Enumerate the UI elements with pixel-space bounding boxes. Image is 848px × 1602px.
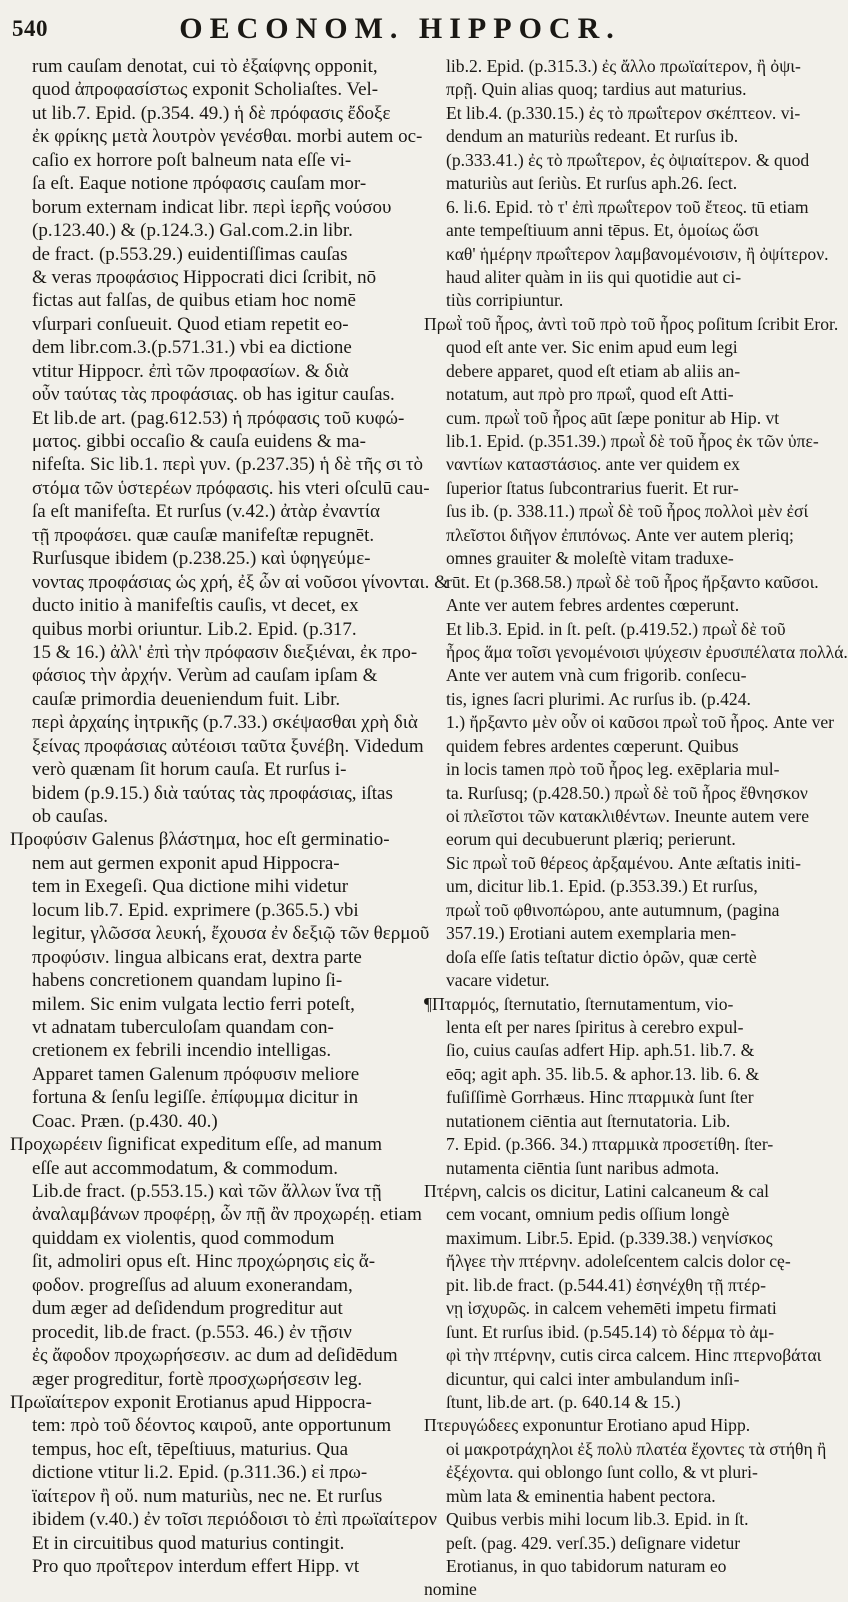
text-line: Sic πρωῒ τοῦ θέρεος ἀρξαμένου. Ante æſtatis initi- (446, 852, 802, 873)
text-line: Apparet tamen Galenum πρόφυσιν meliore (32, 1063, 360, 1085)
text-line: ducto initio à manifeſtis cauſis, vt decet, ex (32, 595, 359, 617)
text-line: Quibus verbis mihi locum lib.3. Epid. in ſt. (446, 1509, 749, 1530)
text-line: æger progreditur, fortè προσχωρήσεσιν leg. (32, 1368, 363, 1390)
page-number: 540 (12, 16, 48, 41)
text-line: ſa eſt manifeſta. Et rurſus (v.42.) ἀτὰρ ἐναντία (32, 501, 380, 523)
text-line: dicuntur, qui calci inter ambulandum inſi- (446, 1368, 740, 1389)
text-line: ναντίων καταστάσιος. ante ver quidem ex (446, 454, 740, 475)
text-line: ibidem (v.40.) ἐν τοῖσι περιόδοισι τὸ ἐπὶ πρωϊαίτερον (32, 1509, 437, 1531)
entry-headword-line: Προφύσιν Galenus βλάστημα, hoc eſt germinatio- (10, 829, 390, 851)
text-line: locum lib.7. Epid. exprimere (p.365.5.) vbi (32, 899, 359, 921)
text-line: cauſæ primordia deueniendum fuit. Libr. (32, 688, 341, 710)
text-line: Coac. Præn. (p.430. 40.) (32, 1110, 218, 1132)
text-line: nifeſta. Sic lib.1. περὶ γυν. (p.237.35) ἡ δὲ τῆς σι τὸ (32, 454, 424, 476)
text-line: rūt. Et (p.368.58.) πρωῒ δὲ τοῦ ἦρος ἤρξαντο καῦσοι. (446, 571, 819, 592)
text-line: Ante ver autem febres ardentes cœperunt. (446, 595, 740, 616)
page-header (0, 12, 800, 52)
text-line: pit. lib.de fract. (p.544.41) ἐσηνέχθη τῇ πτέρ- (446, 1274, 766, 1295)
entry-headword-line: Πρωϊαίτερον exponit Erotianus apud Hippocra- (10, 1391, 372, 1413)
text-line: quiddam ex violentis, quod commodum (32, 1227, 335, 1249)
text-line: Et lib.de art. (pag.612.53) ἡ πρόφασις τοῦ κυφώ- (32, 407, 405, 429)
text-line: vtitur Hippocr. ἐπὶ τῶν προφασίων. & διὰ (32, 360, 349, 382)
text-line: πλεῖστοι διῆγον ἐπιπόνως. Ante ver autem pleriq; (446, 524, 794, 545)
text-line: procedit, lib.de fract. (p.553. 46.) ἐν τῇσιν (32, 1321, 352, 1343)
text-line: cum. πρωῒ τοῦ ἦρος aūt ſæpe ponitur ab Hip. vt (446, 407, 780, 428)
text-line: 6. li.6. Epid. τὸ τ' ἐπὶ πρωΐτερον τοῦ ἔτεος. tū etiam (446, 196, 809, 217)
text-line: ſit, admoliri opus eſt. Hinc προχώρησις εἰς ἄ- (32, 1251, 376, 1273)
text-line: quibus morbi oriuntur. Lib.2. Epid. (p.317. (32, 618, 357, 640)
text-line: Pro quo προΐτερον interdum effert Hipp. vt (32, 1556, 360, 1577)
text-line: cretionem ex febrili incendio intelligas. (32, 1040, 332, 1062)
text-line: προφύσιν. lingua albicans erat, dextra parte (32, 946, 362, 968)
text-line: ἐκ φρίκης μετὰ λουτρὸν γενέσθαι. morbi autem oc- (32, 126, 423, 148)
text-line: fuſiſſimè Gorrhæus. Hinc πταρμικὰ ſunt ſter (446, 1087, 754, 1108)
entry-headword-line: Πρωῒ τοῦ ἦρος, ἀντὶ τοῦ πρὸ τοῦ ἦρος poſitum ſcribit Eror. (424, 313, 839, 334)
text-line: πρωῒ τοῦ φθινοπώρου, ante autumnum, (pagina (446, 899, 780, 920)
text-line: 7. Epid. (p.366. 34.) πταρμικὰ προσετίθη. ſter- (446, 1134, 774, 1155)
text-line: de fract. (p.553.29.) euidentiſſimas cauſas (32, 243, 348, 265)
text-line: eorum qui decubuerunt plæriq; perierunt. (446, 829, 736, 850)
text-line: debere apparet, quod eſt etiam ab aliis an- (446, 360, 741, 381)
text-line: nutamenta ciēntia ſunt naribus admota. (446, 1157, 720, 1178)
text-line: fortuna & ſenſu legiſſe. ἐπίφυμμα dicitur in (32, 1087, 359, 1109)
text-line: dem libr.com.3.(p.571.31.) vbi ea dictione (32, 337, 352, 359)
text-line: dictione vtitur li.2. Epid. (p.311.36.) εἰ πρω- (32, 1462, 368, 1484)
text-line: ante tempeſtiuum anni tēpus. Et, ὁμοίως ὥσι (446, 220, 759, 241)
text-line: dendum an maturiùs redeant. Et rurſus ib. (446, 126, 739, 147)
text-line: tiùs corripiuntur. (446, 290, 564, 311)
text-line: ἤλγεε τὴν πτέρνην. adoleſcentem calcis dolor cę- (446, 1251, 791, 1272)
text-line: νοντας προφάσιας ὡς χρή, ἐξ ὧν αἱ νοῦσοι γίνονται. & (32, 571, 449, 593)
text-line: (p.123.40.) & (p.124.3.) Gal.com.2.in libr. (32, 220, 353, 242)
text-line: um, dicitur lib.1. Epid. (p.353.39.) Et rurſus, (446, 876, 758, 897)
text-line: 357.19.) Erotiani autem exemplaria men- (446, 923, 737, 944)
text-line: Ante ver autem vnà cum frigorib. conſecu- (446, 665, 747, 686)
text-line: οὖν ταύτας τὰς προφάσιας. ob has igitur cauſas. (32, 384, 395, 406)
text-line: nem aut germen exponit apud Hippocra- (32, 852, 340, 874)
text-line: mùm lata & eminentia habent pectora. (446, 1485, 716, 1506)
text-line: οἱ μακροτράχηλοι ἐξ πολὺ πλατέα ἔχοντες τὰ στήθη ἢ (446, 1438, 827, 1459)
text-line: ἀναλαμβάνων προφέρῃ, ὧν πῇ ἂν προχωρέῃ. etiam (32, 1204, 422, 1226)
text-line: peſt. (pag. 429. verſ.35.) deſignare videtur (446, 1532, 741, 1553)
text-line: legitur, γλῶσσα λευκή, ἔχουσα ἐν δεξιῷ τῶν θερμοῦ (32, 923, 430, 945)
text-line: φὶ τὴν πτέρνην, cutis circa calcem. Hinc πτερνοβάται (446, 1345, 822, 1366)
text-line: ματος. gibbi occaſio & cauſa euidens & ma- (32, 431, 366, 452)
text-line: Et in circuitibus quod maturius contingit. (32, 1532, 345, 1554)
text-line: milem. Sic enim vulgata lectio ferri poteſt, (32, 993, 355, 1015)
text-line: Erotianus, in quo tabidorum naturam eo (446, 1556, 727, 1576)
text-line: Lib.de fract. (p.553.15.) καὶ τῶν ἄλλων ἵνα τῇ (32, 1181, 382, 1202)
entry-headword-line: Προχωρέειν ſignificat expeditum eſſe, ad manum (10, 1134, 383, 1156)
text-line: περὶ ἀρχαίης ἰητρικῆς (p.7.33.) σκέψασθαι χρὴ διὰ (32, 712, 418, 734)
text-line: notatum, aut πρὸ pro πρωΐ, quod eſt Atti- (446, 384, 734, 405)
text-line: fictas aut falſas, de quibus etiam hoc nomē (32, 290, 356, 312)
text-line: 15 & 16.) ἀλλ' ἐπὶ τὴν πρόφασιν διεξιέναι, ἐκ προ- (32, 641, 418, 663)
text-line: quod eſt ante ver. Sic enim apud eum legi (446, 337, 738, 358)
text-line: cem vocant, omnium pedis oſſium longè (446, 1204, 730, 1225)
text-line: ἦρος ἅμα τοῖσι γενομένοισι ψύχεσιν ἐρυσιπέλατα πολλά. (446, 641, 848, 662)
text-line: φάσιος τὴν ἀρχήν. Verùm ad cauſam ipſam & (32, 665, 378, 687)
text-line: ἐξέχοντα. qui oblongo ſunt collo, & vt pluri- (446, 1462, 758, 1483)
text-line: στόμα τῶν ὑστερέων πρόφασις. his vteri oſculū cau- (32, 477, 430, 499)
text-line: τῇ προφάσει. quæ cauſæ manifeſtæ repugnēt. (32, 524, 375, 546)
text-line: tis, ignes ſacri plurimi. Ac rurſus ib. (p.424. (446, 688, 751, 709)
text-line: ob cauſas. (32, 806, 108, 827)
text-line: tem: πρὸ τοῦ δέοντος καιροῦ, ante opportunum (32, 1415, 392, 1437)
text-line: verò quænam ſit horum cauſa. Et rurſus i- (32, 759, 347, 781)
text-line: ſio, cuius cauſas adfert Hip. aph.51. lib.7. & (446, 1040, 755, 1061)
entry-headword-line: Πτέρνη, calcis os dicitur, Latini calcaneum & cal (424, 1181, 770, 1201)
text-line: ſa eſt. Eaque notione πρόφασις cauſam mor- (32, 173, 367, 195)
text-line: (p.333.41.) ἐς τὸ πρωΐτερον, ἐς ὀψιαίτερον. & quod (446, 149, 810, 170)
text-line: quidem febres ardentes cœperunt. Quibus (446, 735, 739, 756)
text-line: ſus ib. (p. 338.11.) πρωῒ δὲ τοῦ ἦρος πολλοὶ μὲν ἐσί (446, 501, 809, 522)
text-line: maturiùs aut ſeriùs. Et rurſus aph.26. ſect. (446, 173, 738, 194)
text-line: πρῇ. Quin alias quoq; tardius aut maturius. (446, 79, 747, 100)
text-line: ut lib.7. Epid. (p.354. 49.) ἡ δὲ πρόφασις ἔδοξε (32, 102, 391, 124)
text-line: νῃ ἰσχυρῶς. in calcem vehemēti impetu firmati (446, 1298, 777, 1319)
text-line: bidem (p.9.15.) διὰ ταύτας τὰς προφάσιας, iſtas (32, 782, 393, 804)
text-line: omnes grauiter & moleſtè vitam traduxe- (446, 548, 734, 569)
text-line: eſſe aut accommodatum, & commodum. (32, 1157, 339, 1179)
text-line: ſunt. Et rurſus ibid. (p.545.14) τὸ δέρμα τὸ ἀμ- (446, 1321, 775, 1342)
text-line: quod ἀπροφασίστως exponit Scholiaſtes. Vel- (32, 79, 379, 101)
text-line: borum externam indicat libr. περὶ ἱερῆς νούσου (32, 196, 392, 218)
text-line: dum æger ad deſidendum progreditur aut (32, 1298, 343, 1320)
text-line: ξείνας προφάσιας αὐτέοισι ταῦτα ξυνέβη. Videdum (32, 735, 424, 757)
text-line: lib.2. Epid. (p.315.3.) ἐς ἄλλο πρωϊαίτερον, ἢ ὀψι- (446, 56, 801, 76)
text-line: & veras προφάσιος Hippocrati dici ſcribit, nō (32, 266, 377, 288)
text-line: tempus, hoc eſt, tēpeſtiuus, maturius. Qua (32, 1438, 349, 1460)
entry-headword-line: nomine (424, 1579, 477, 1600)
text-line: Et lib.3. Epid. in ſt. peſt. (p.419.52.) πρωῒ δὲ τοῦ (446, 618, 786, 639)
text-line: rum cauſam denotat, cui τὸ ἐξαίφνης opponit, (32, 56, 378, 77)
text-line: vt adnatam tuberculoſam quandam con- (32, 1016, 334, 1038)
text-line: caſio ex horrore poſt balneum nata eſſe vi- (32, 149, 352, 171)
text-line: vſurpari conſueuit. Quod etiam repetit eo- (32, 313, 349, 335)
text-line: ἐς ἄφοδον προχωρήσεσιν. ac dum ad deſidēdum (32, 1345, 398, 1367)
text-line: ϊαίτερον ἢ οὔ. num maturiùs, nec ne. Et rurſus (32, 1485, 383, 1507)
running-head: OECONOM. HIPPOCR. (179, 12, 621, 45)
text-line: doſa eſſe ſatis teſtatur dictio ὁρῶν, quæ certè (446, 946, 757, 967)
text-line: ſtunt, lib.de art. (p. 640.14 & 15.) (446, 1391, 681, 1412)
text-line: lenta eſt per nares ſpiritus à cerebro expul- (446, 1016, 744, 1037)
text-line: 1.) ἤρξαντο μὲν οὖν οἱ καῦσοι πρωῒ τοῦ ἦρος. Ante ver (446, 712, 835, 733)
text-line: φοδον. progreſſus ad aluum exonerandam, (32, 1274, 353, 1296)
text-line: ta. Rurſusq; (p.428.50.) πρωῒ δὲ τοῦ ἦρος ἔθνησκον (446, 782, 808, 803)
text-line: καθ' ἡμέρην πρωΐτερον λαμβανομένοισιν, ἢ ὀψίτερον. (446, 243, 829, 264)
text-line: habens concretionem quandam lupino ſi- (32, 970, 343, 992)
entry-headword-line: ¶Πταρμός, ſternutatio, ſternutamentum, vio- (424, 993, 734, 1014)
entry-headword-line: Πτερυγώδεες exponuntur Erotiano apud Hipp. (424, 1415, 751, 1436)
text-line: lib.1. Epid. (p.351.39.) πρωῒ δὲ τοῦ ἦρος ἐκ τῶν ὑπε- (446, 431, 819, 451)
text-line: eōq; agit aph. 35. lib.5. & aphor.13. lib. 6. & (446, 1063, 760, 1084)
text-line: Rurſusque ibidem (p.238.25.) καὶ ὑφηγεύμε- (32, 548, 371, 570)
text-line: in locis tamen πρὸ τοῦ ἦρος leg. exēplaria mul- (446, 759, 780, 780)
text-line: οἱ πλεῖστοι τῶν κατακλιθέντων. Ineunte autem vere (446, 806, 810, 826)
text-line: haud aliter quàm in iis qui quotidie aut ci- (446, 266, 742, 287)
text-line: Et lib.4. (p.330.15.) ἐς τὸ πρωΐτερον σκέπτεον. vi- (446, 102, 801, 123)
right-text-column (424, 55, 848, 1602)
left-text-column (10, 55, 449, 1578)
text-line: maximum. Libr.5. Epid. (p.339.38.) νεηνίσκος (446, 1227, 773, 1248)
text-line: vacare videtur. (446, 970, 550, 991)
text-line: nutationem ciēntia aut ſternutatoria. Lib. (446, 1110, 731, 1131)
text-line: ſuperior ſtatus ſubcontrarius fuerit. Et rur- (446, 477, 739, 498)
text-line: tem in Exegeſi. Qua dictione mihi videtur (32, 876, 349, 898)
